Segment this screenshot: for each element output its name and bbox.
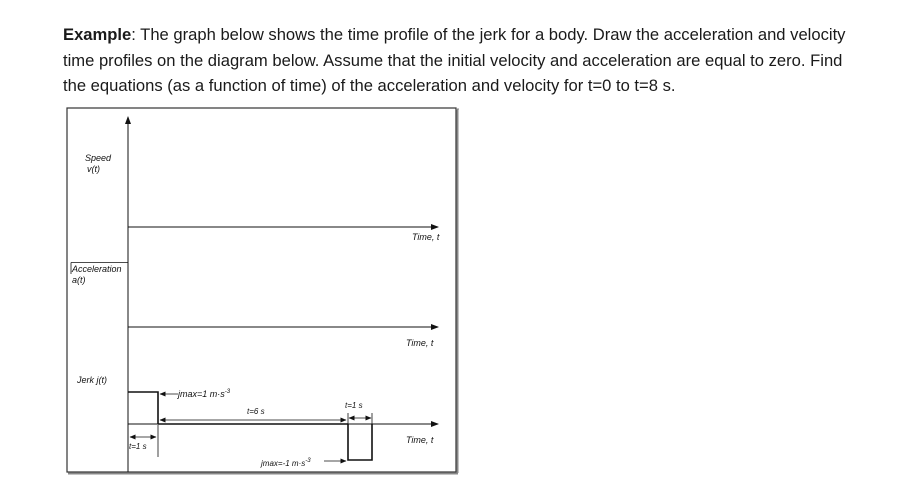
problem-text: : The graph below shows the time profile of the jerk for a body. Draw the acceleration and velocity time profiles on the diagram below. Assume that the initial velocity and acceleration are equal to zero. Find the equations (as a function of time) of the acceleration and velocity for t=0 to t=8 s. bbox=[63, 25, 846, 95]
acceleration-symbol: a(t) bbox=[72, 275, 86, 285]
acceleration-label: Acceleration bbox=[72, 264, 122, 274]
speed-time-label: Time, t bbox=[412, 232, 440, 242]
figure-frame bbox=[67, 108, 456, 472]
problem-statement bbox=[63, 22, 863, 99]
acceleration-time-label: Time, t bbox=[406, 338, 434, 348]
speed-symbol: v(t) bbox=[87, 164, 100, 174]
jmax-label: jmax=1 $m\cdot s^{-3}$ bbox=[178, 389, 231, 399]
jerk-time-label: Time, t bbox=[406, 435, 434, 445]
example-lead: Example bbox=[63, 25, 132, 44]
speed-label: Speed bbox=[85, 153, 112, 163]
jerk-label: Jerk j(t) bbox=[77, 375, 107, 385]
t1b-label: t=1 s bbox=[345, 401, 363, 410]
jmin-label: jmax=-1 $m\cdot s^{-3}$ bbox=[261, 458, 311, 468]
t6-label: t=6 s bbox=[247, 407, 265, 416]
t1-label: t=1 s bbox=[129, 442, 147, 451]
motion-profile-diagram bbox=[66, 107, 460, 475]
